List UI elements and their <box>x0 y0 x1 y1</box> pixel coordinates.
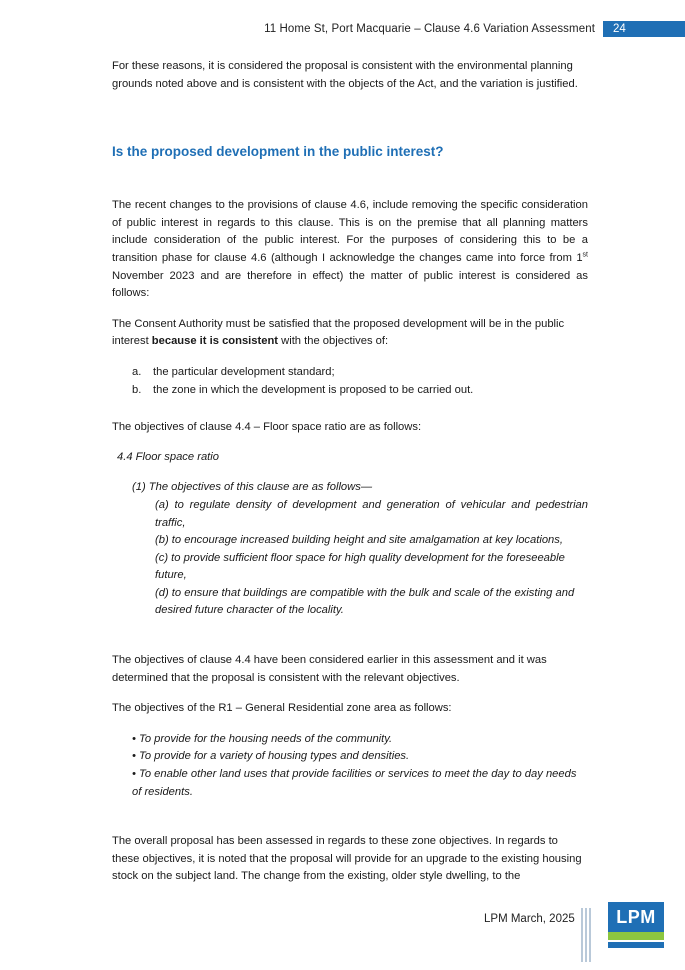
consent-text: The Consent Authority must be satisfied that the proposed development will be in the public interest <box>112 317 565 348</box>
page-content <box>112 58 588 886</box>
clause-item: (a) to regulate density of development and generation of vehicular and pedestrian traffic, <box>155 498 588 529</box>
logo-text: LPM <box>608 902 664 932</box>
list-marker: b. <box>132 383 142 396</box>
fsr-intro-paragraph: The objectives of clause 4.4 – Floor space ratio are as follows: <box>112 421 422 434</box>
recent-changes-paragraph <box>112 197 588 303</box>
objectives-list <box>112 364 588 399</box>
superscript: st <box>582 251 588 259</box>
list-item: • To enable other land uses that provide facilities or services to meet the day to day needs of residents. <box>132 768 577 798</box>
list-marker: a. <box>132 365 142 378</box>
intro-paragraph: For these reasons, it is considered the proposal is consistent with the environmental planning grounds noted above and is consistent with the objects of the Act, and the variation is justified. <box>112 60 578 90</box>
consent-paragraph <box>112 316 588 351</box>
footer-decoration <box>581 908 591 962</box>
section-heading: Is the proposed development in the public interest? <box>112 144 444 160</box>
fsr-considered-paragraph: The objectives of clause 4.4 have been considered earlier in this assessment and it was determined that the proposal is consistent with the relevant objectives. <box>112 654 547 684</box>
list-item <box>132 364 588 382</box>
clause-item: (b) to encourage increased building height and site amalgamation at key locations, <box>155 534 563 547</box>
clause-items <box>112 497 588 620</box>
overall-paragraph: The overall proposal has been assessed in regards to these zone objectives. In regards to these objectives, it is noted that the proposal will provide for an upgrade to the existing housing stock on the subject land. The change from the existing, older style dwelling, to the <box>112 835 582 883</box>
lpm-logo <box>608 902 664 954</box>
consent-bold-text: because it is consistent <box>151 335 279 348</box>
list-item-text: the zone in which the development is proposed to be carried out. <box>153 383 474 396</box>
clause-item: (c) to provide sufficient floor space for high quality development for the foreseeable future, <box>155 551 565 582</box>
list-item <box>132 382 588 400</box>
list-item: • To provide for the housing needs of the community. <box>132 732 393 745</box>
footer-date: LPM March, 2025 <box>484 913 575 925</box>
clause-intro: (1) The objectives of this clause are as follows— <box>132 481 373 494</box>
list-item: • To provide for a variety of housing types and densities. <box>132 750 410 763</box>
zone-intro-paragraph: The objectives of the R1 – General Residential zone area as follows: <box>112 702 452 715</box>
logo-green-bar <box>608 932 664 940</box>
page-number: 24 <box>603 21 685 37</box>
recent-changes-text-cont: November 2023 and are therefore in effect) the matter of public interest is considered as follows: <box>112 269 588 300</box>
logo-blue-bar <box>608 942 664 948</box>
consent-text-cont: with the objectives of: <box>278 335 389 348</box>
clause-item: (d) to ensure that buildings are compatible with the bulk and scale of the existing and desired future character of the locality. <box>155 586 575 617</box>
list-item-text: the particular development standard; <box>153 365 335 378</box>
clause-title: 4.4 Floor space ratio <box>117 450 219 463</box>
zone-objectives-list <box>112 731 588 801</box>
page-header <box>264 18 685 40</box>
recent-changes-text: The recent changes to the provisions of clause 4.6, include removing the specific consideration of public interest in regards to this clause. This is on the premise that all planning matters include consideration of the public interest. For the purposes of considering this to be a transition phase for clause 4.6 (although I acknowledge the changes came into force from 1 <box>112 199 588 264</box>
header-title: 11 Home St, Port Macquarie – Clause 4.6 Variation Assessment <box>264 23 595 35</box>
